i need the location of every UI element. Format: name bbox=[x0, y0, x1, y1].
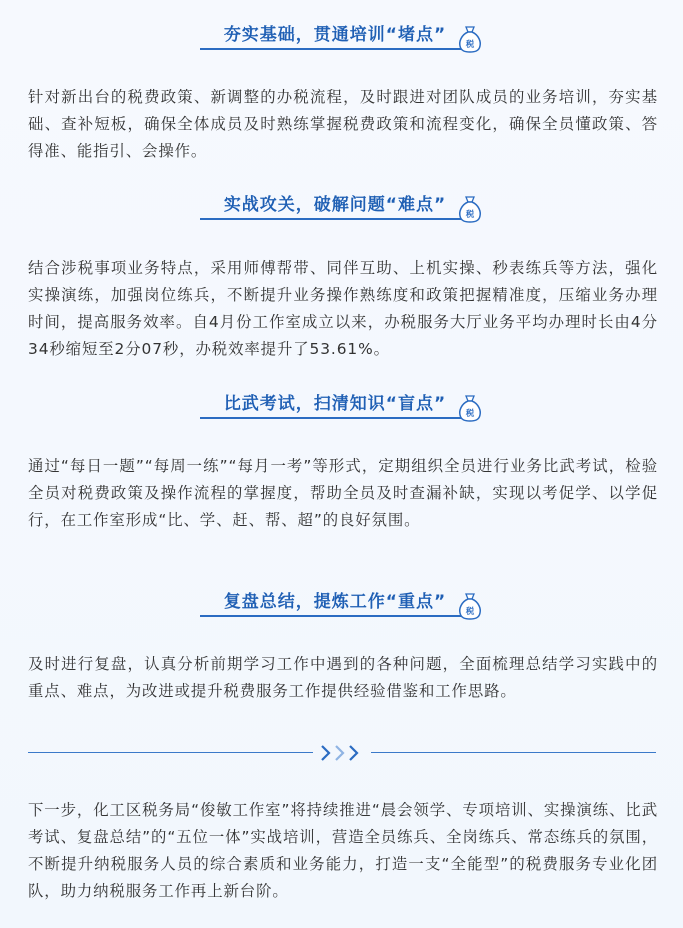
section-body-4: 及时进行复盘，认真分析前期学习工作中遇到的各种问题，全面梳理总结学习实践中的重点、难点，为改进或提升税费服务工作提供经验借鉴和工作思路。 bbox=[28, 655, 658, 700]
title-underline bbox=[200, 48, 468, 50]
section-title: 比武考试，扫清知识“盲点” bbox=[223, 394, 447, 414]
section-body-1: 针对新出台的税费政策、新调整的办税流程，及时跟进对团队成员的业务培训，夯实基础、查补短板，确保全体成员及时熟练掌握税费政策和流程变化，确保全员懂政策、答得准、能指引、会操作。 bbox=[28, 88, 658, 160]
section-heading-3 bbox=[0, 383, 683, 423]
divider-line-right bbox=[371, 752, 656, 753]
svg-text:税: 税 bbox=[465, 607, 475, 617]
section-heading-wrap bbox=[200, 184, 480, 224]
title-underline bbox=[200, 615, 468, 617]
section-divider bbox=[28, 741, 656, 765]
section-body-2: 结合涉税事项业务特点，采用师傅帮带、同伴互助、上机实操、秒表练兵等方法，强化实操演练，加强岗位练兵，不断提升业务操作熟练度和政策把握精准度，压缩业务办理时间，提高服务效率。自4月份工作室成立以来，办税服务大厅业务平均办理时长由4分34秒缩短至2分07秒，办税效率提升了53.61%。 bbox=[28, 259, 658, 358]
section-title: 复盘总结，提炼工作“重点” bbox=[223, 592, 447, 612]
section-heading-1 bbox=[0, 14, 683, 54]
tax-bag-icon bbox=[457, 194, 483, 224]
title-underline bbox=[200, 417, 468, 419]
section-heading-wrap bbox=[200, 14, 480, 54]
svg-text:税: 税 bbox=[465, 409, 475, 419]
tax-bag-icon bbox=[457, 24, 483, 54]
divider-line-left bbox=[28, 752, 313, 753]
section-heading-wrap bbox=[200, 581, 480, 621]
section-heading-2 bbox=[0, 184, 683, 224]
closing-paragraph: 下一步，化工区税务局“俊敏工作室”将持续推进“晨会领学、专项培训、实操演练、比武考试、复盘总结”的“五位一体”实战培训，营造全员练兵、全岗练兵、常态练兵的氛围，不断提升纳税服务人员的综合素质和业务能力，打造一支“全能型”的税费服务专业化团队，助力纳税服务工作再上新台阶。 bbox=[28, 801, 658, 900]
section-title: 实战攻关，破解问题“难点” bbox=[223, 195, 447, 215]
section-title: 夯实基础，贯通培训“堵点” bbox=[223, 25, 447, 45]
section-heading-4 bbox=[0, 581, 683, 621]
tax-bag-icon bbox=[457, 591, 483, 621]
tax-bag-icon bbox=[457, 393, 483, 423]
svg-text:税: 税 bbox=[465, 40, 475, 50]
chevrons-right-icon bbox=[318, 741, 366, 765]
section-heading-wrap bbox=[200, 383, 480, 423]
title-underline bbox=[200, 218, 468, 220]
section-body-3: 通过“每日一题”“每周一练”“每月一考”等形式，定期组织全员进行业务比武考试，检验全员对税费政策及操作流程的掌握度，帮助全员及时查漏补缺，实现以考促学、以学促行，在工作室形成“比、学、赶、帮、超”的良好氛围。 bbox=[28, 457, 658, 529]
svg-text:税: 税 bbox=[465, 210, 475, 220]
